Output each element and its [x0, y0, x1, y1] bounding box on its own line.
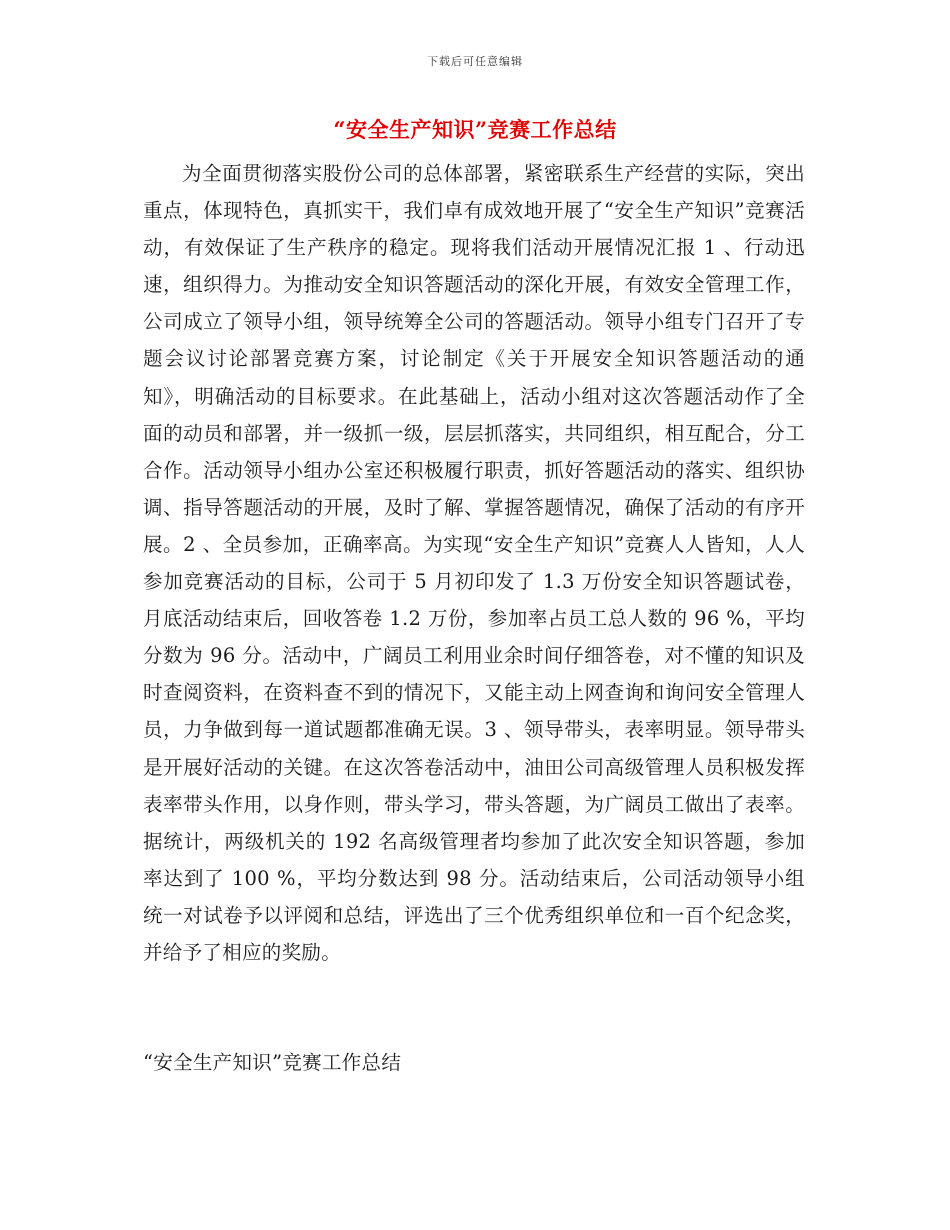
header-note: 下载后可任意编辑	[427, 55, 523, 68]
document-body: 为全面贯彻落实股份公司的总体部署，紧密联系生产经营的实际，突出重点，体现特色，真抓实干，我们卓有成效地开展了“安全生产知识”竞赛活动，有效保证了生产秩序的稳定。现将我们活动开展情况汇报 1 、行动迅速，组织得力。为推动安全知识答题活动的深化开展，有效安全管理工作，公司成立了领导小组，领导统筹全公司的答题活动。领导小组专门召开了专题会议讨论部署竞赛方案，讨论制定《关于开展安全知识答题活动的通知》，明确活动的目标要求。在此基础上，活动小组对这次答题活动作了全面的动员和部署，并一级抓一级，层层抓落实，共同组织，相互配合，分工合作。活动领导小组办公室还积极履行职责，抓好答题活动的落实、组织协调、指导答题活动的开展，及时了解、掌握答题情况，确保了活动的有序开展。2 、全员参加，正确率高。为实现“安全生产知识”竞赛人人皆知，人人参加竞赛活动的目标，公司于 5 月初印发了 1.3 万份安全知识答题试卷，月底活动结束后，回收答卷 1.2 万份，参加率占员工总人数的 96 %，平均分数为 96 分。活动中，广阔员工利用业余时间仔细答卷，对不懂的知识及时查阅资料，在资料查不到的情况下，又能主动上网查询和询问安全管理人员，力争做到每一道试题都准确无误。3 、领导带头，表率明显。领导带头是开展好活动的关键。在这次答卷活动中，油田公司高级管理人员积极发挥表率带头作用，以身作则，带头学习，带头答题，为广阔员工做出了表率。据统计，两级机关的 192 名高级管理者均参加了此次安全知识答题，参加率达到了 100 %，平均分数达到 98 分。活动结束后，公司活动领导小组统一对试卷予以评阅和总结，评选出了三个优秀组织单位和一百个纪念奖，并给予了相应的奖励。	[143, 162, 805, 964]
footer-title: “安全生产知识”竞赛工作总结	[143, 1051, 402, 1074]
document-title: “安全生产知识”竞赛工作总结	[333, 117, 617, 142]
